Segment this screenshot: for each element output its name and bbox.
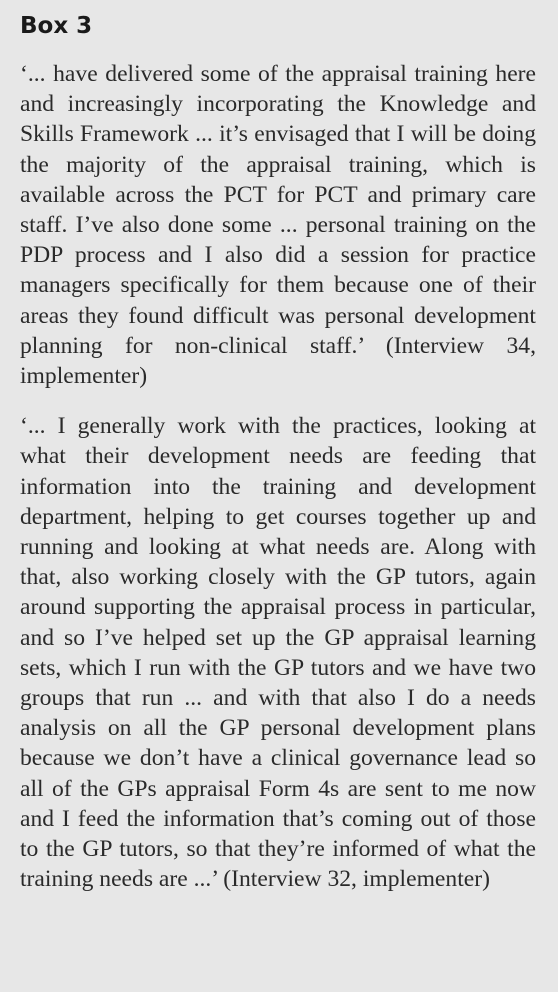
box-title: Box 3: [20, 13, 93, 39]
interview-34-quote: ‘... have delivered some of the appraisal training here and increasingly incorporating the Knowledge and Skills Framework ... it’s envisaged that I will be doing the majority of the appraisal training, which is available across the PCT for PCT and primary care staff. I’ve also done some ... personal training on the PDP process and I also did a session for practice managers specifically for them because one of their areas they found difficult was personal development planning for non-clinical staff.’ (Interview 34, implementer): [20, 61, 536, 390]
interview-32-quote: ‘... I generally work with the practices, looking at what their development needs are feeding that information into the training and development department, helping to get courses together up and running and looking at what needs are. Along with that, also working closely with the GP tutors, again around supporting the appraisal process in particular, and so I’ve helped set up the GP appraisal learning sets, which I run with the GP tutors and we have two groups that run ... and with that also I do a needs analysis on all the GP personal development plans because we don’t have a clinical governance lead so all of the GPs appraisal Form 4s are sent to me now and I feed the information that’s coming out of those to the GP tutors, so that they’re informed of what the training needs are ...’ (Interview 32, implementer): [20, 413, 536, 893]
